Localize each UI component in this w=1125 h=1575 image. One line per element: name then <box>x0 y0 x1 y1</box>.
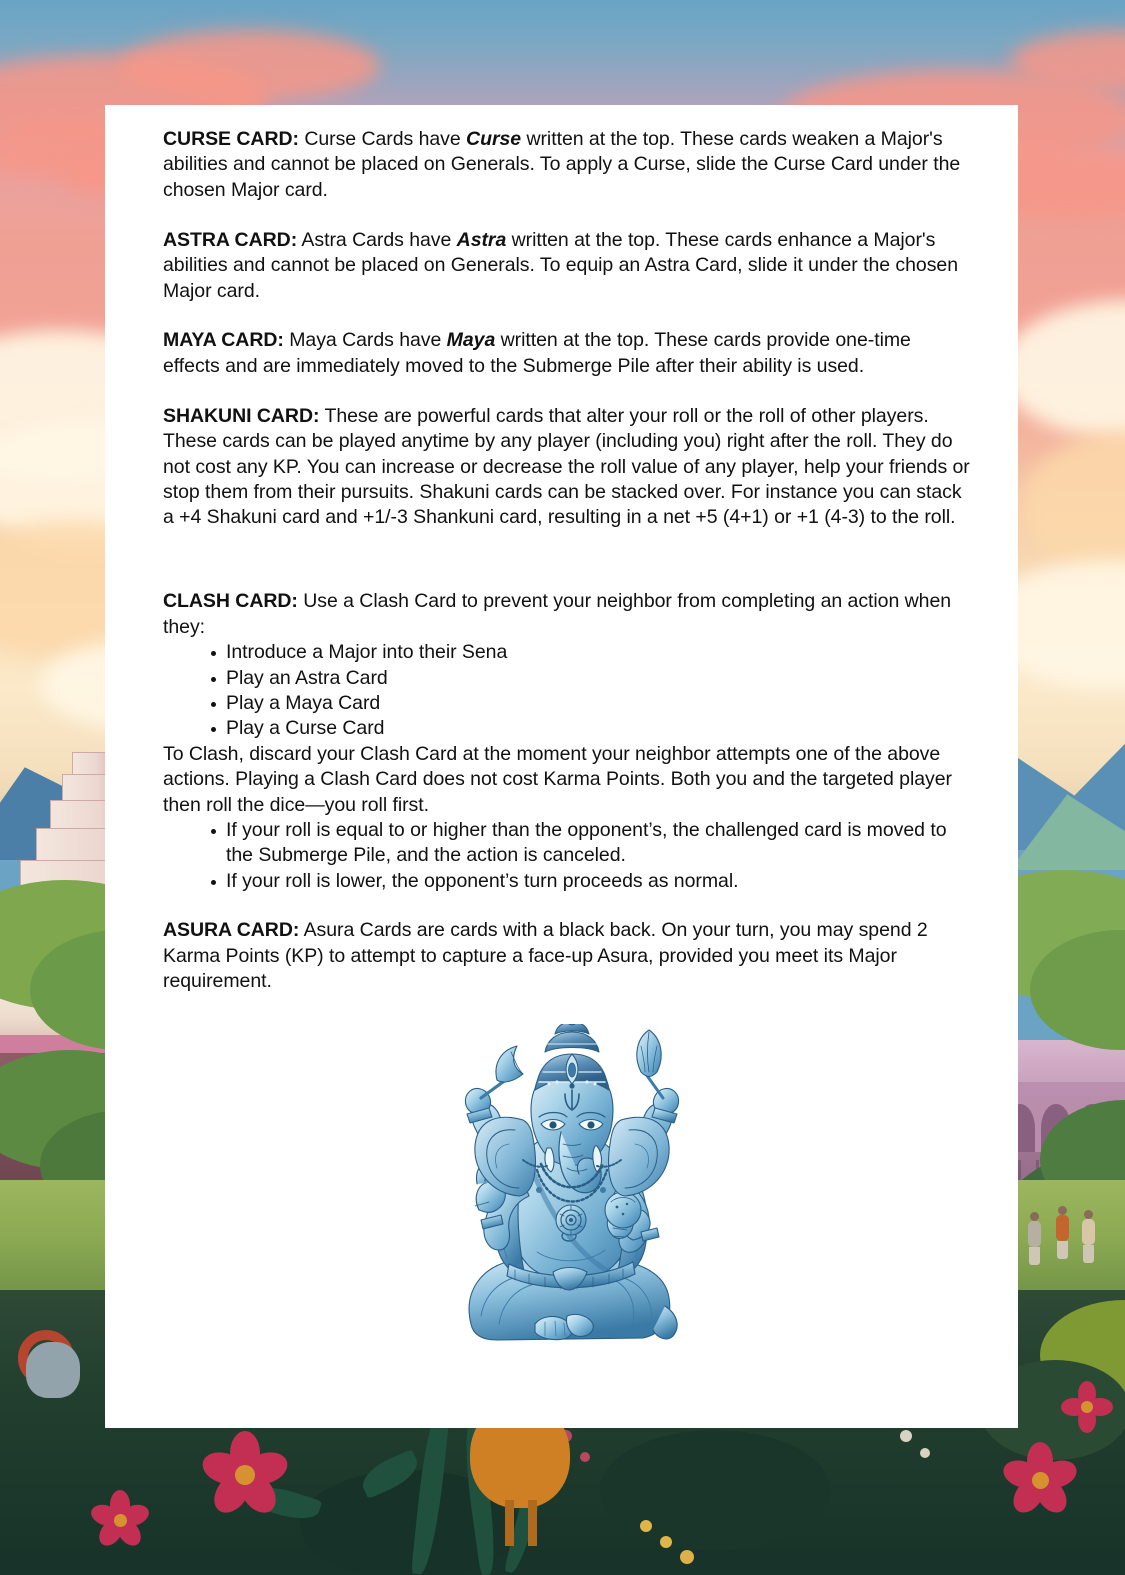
paragraph-maya-card <box>163 328 970 379</box>
figure-person <box>1082 1210 1095 1263</box>
curse-card-run-2: written at the top. These cards weaken a Major's abilities and cannot be placed on Generals. To apply a Curse, slide the Curse Card under the chosen Major card. <box>163 128 961 201</box>
paragraph-asura-card <box>163 918 970 994</box>
paragraph-spacer <box>163 555 970 589</box>
shakuni-card-heading: SHAKUNI CARD: <box>163 404 320 427</box>
clash-outcome-list <box>163 818 970 894</box>
section-gap <box>163 894 970 918</box>
maya-card-heading: MAYA CARD: <box>163 329 284 352</box>
shakuni-card-body: These are powerful cards that alter your roll or the roll of other players. These cards can be played anytime by any player (including you) right after the roll. They do not cost any KP. You can increase or decrease the roll value of any player, help your friends or stop them from their pursuits. Shakuni cards can be stacked over. For instance you can stack a +4 Shakuni card and +1/-3 Shankuni card, resulting in a net +5 (4+1) or +1 (4-3) to the roll. <box>163 404 970 529</box>
clash-card-intro: Use a Clash Card to prevent your neighbor from completing an action when they: <box>163 590 952 638</box>
asura-card-body: Asura Cards are cards with a black back. On your turn, you may spend 2 Karma Points (KP) to attempt to capture a face-up Asura, provided you meet its Major requirement. <box>163 919 928 992</box>
blossom <box>920 1448 930 1458</box>
creature-leg <box>528 1500 537 1546</box>
astra-card-run-1: Astra Cards have <box>297 228 457 251</box>
maya-card-run-1: Maya Cards have <box>283 329 447 352</box>
paragraph-clash-body: To Clash, discard your Clash Card at the moment your neighbor attempts one of the above actions. Playing a Clash Card does not cost Karma Points. Both you and the targeted player then roll the dice—you roll first. <box>163 742 952 816</box>
list-item: Play an Astra Card <box>212 666 970 691</box>
paragraph-astra-card <box>163 228 970 304</box>
clash-card-heading: CLASH CARD: <box>163 590 298 613</box>
curse-card-emphasis: Curse <box>466 128 522 150</box>
ganesha-illustration <box>437 1024 697 1364</box>
ganesha-illustration-container <box>163 1024 970 1364</box>
cloud <box>120 30 380 102</box>
list-item: Introduce a Major into their Sena <box>212 640 970 665</box>
flower <box>1060 1380 1114 1434</box>
document-content <box>105 105 1018 1364</box>
curse-card-heading: CURSE CARD: <box>163 128 299 150</box>
blossom <box>680 1550 694 1564</box>
figure-person <box>1028 1212 1041 1265</box>
list-item: If your roll is lower, the opponent’s turn proceeds as normal. <box>212 869 970 894</box>
figure-person <box>1056 1206 1069 1259</box>
blossom <box>580 1452 590 1462</box>
maya-card-emphasis: Maya <box>446 329 496 352</box>
paragraph-curse-card <box>163 127 970 203</box>
asura-card-heading: ASURA CARD: <box>163 919 300 942</box>
astra-card-heading: ASTRA CARD: <box>163 228 298 251</box>
flower <box>90 1490 150 1550</box>
bush <box>600 1430 830 1550</box>
creature-leg <box>505 1500 514 1546</box>
astra-card-run-2: written at the top. These cards enhance a Major's abilities and cannot be placed on Generals. To equip an Astra Card, slide it under the chosen Major card. <box>163 228 959 302</box>
paragraph-shakuni-card <box>163 404 970 531</box>
blossom <box>640 1520 652 1532</box>
document-page <box>105 105 1018 1428</box>
blossom <box>900 1430 912 1442</box>
grey-creature <box>8 1330 94 1410</box>
list-item: If your roll is equal to or higher than the opponent’s, the challenged card is moved to the Submerge Pile, and the action is canceled. <box>212 818 970 869</box>
clash-trigger-list <box>163 640 970 742</box>
flower <box>200 1430 290 1520</box>
astra-card-emphasis: Astra <box>456 228 507 251</box>
list-item: Play a Maya Card <box>212 691 970 716</box>
list-item: Play a Curse Card <box>212 716 970 741</box>
flower <box>1000 1440 1080 1520</box>
blossom <box>660 1536 672 1548</box>
paragraph-clash-card <box>163 589 970 640</box>
curse-card-run-1: Curse Cards have <box>298 128 467 150</box>
maya-card-run-2: written at the top. These cards provide one-time effects and are immediately moved to the Submerge Pile after their ability is used. <box>163 329 911 377</box>
